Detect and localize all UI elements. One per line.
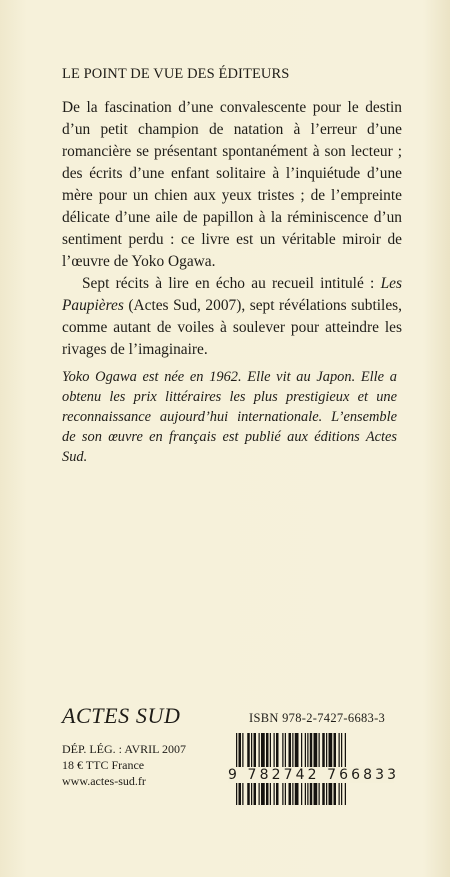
publisher-logo: ACTES SUD [62,703,181,728]
isbn: ISBN 978-2-7427-6683-3 [249,711,386,725]
legal-deposit: DÉP. LÉG. : AVRIL 2007 [62,742,187,756]
legal-info [62,741,186,789]
barcode-number: 9 782742 766833 [228,767,400,783]
blurb-paragraph-2-rest: (Actes Sud, 2007), sept révélations subtiles, comme autant de voiles à soulever pour atteindre les rivages de l’imaginaire. [62,297,402,358]
blurb-paragraph-2 [62,273,402,361]
blurb-paragraph-2-intro: Sept récits à lire en écho au recueil intitulé : [82,275,381,292]
price: 18 € TTC France [62,758,145,772]
website: www.actes-sud.fr [62,774,146,788]
blurb-paragraph-1: De la fascination d’une convalescente pour le destin d’un petit champion de natation à l’erreur d’une romancière se présentant spontanément à son lecteur ; des écrits d’une enfant solitaire à l’inquiétude d’une mère pour un chien aux yeux tristes ; de l’empreinte délicate d’une aile de papillon à la réminiscence d’un sentiment perdu : ce livre est un véritable miroir de l’œuvre de Yoko Ogawa. [62,99,402,270]
section-title: LE POINT DE VUE DES ÉDITEURS [62,66,290,82]
blurb [62,97,402,361]
book-title: Les Paupières [62,275,402,314]
author-bio: Yoko Ogawa est née en 1962. Elle vit au Japon. Elle a obtenu les prix littéraires les plus prestigieux et une reconnaissance aujourd’hui internationale. L’ensemble de son œuvre en français est publié aux éditions Actes Sud. [62,369,397,465]
